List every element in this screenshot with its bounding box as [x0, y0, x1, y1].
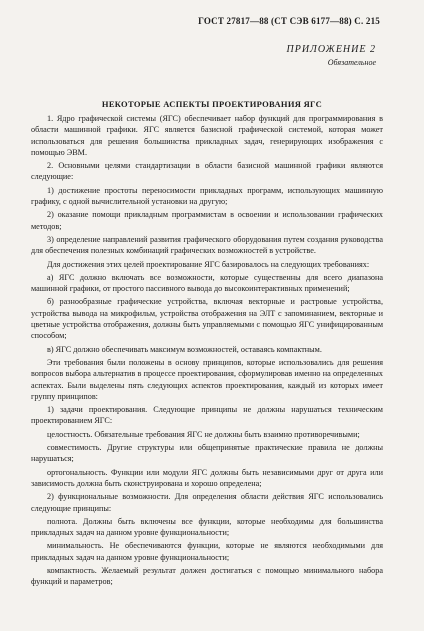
- list-item: б) разнообразные графические устройства, включая векторные и растровые устройства, устройства вывода на микрофильм, устройства отображения на ЭЛТ с запоминанием, векторные и цветные устройства отображения, должны быть управляемыми с помощью ЯГС унифицированным способом;: [31, 297, 383, 341]
- document-body: [31, 113, 383, 590]
- list-item: а) ЯГС должно включать все возможности, которые существенны для всего диапазона машинной графики, от простого пассивного вывода до высокоинтерактивных применений;: [31, 272, 383, 294]
- section-title: НЕКОТОРЫЕ АСПЕКТЫ ПРОЕКТИРОВАНИЯ ЯГС: [101, 99, 323, 109]
- principle-item: полнота. Должны быть включены все функции, которые необходимы для большинства прикладных задач на данном уровне функциональности;: [31, 516, 383, 538]
- appendix-status: Обязательное: [327, 58, 376, 67]
- paragraph: Для достижения этих целей проектирование ЯГС базировалось на следующих требованиях:: [47, 259, 370, 269]
- paragraph: 1. Ядро графической системы (ЯГС) обеспечивает набор функций для программирования в области машинной графики. ЯГС является базисной графической системой, которая может использоваться для решения большинства прикладных задач, генерирующих изображения с помощью ЭВМ.: [31, 114, 383, 157]
- principle-item: целостность. Обязательные требования ЯГС не должны быть взаимно противоречивыми;: [47, 429, 360, 439]
- principle-item: минимальность. Не обеспечиваются функции, которые не являются необходимыми для прикладных задач на данном уровне функциональности;: [31, 541, 383, 562]
- list-item: 2) оказание помощи прикладным программистам в освоении и использовании графических методов;: [31, 210, 383, 231]
- appendix-label: ПРИЛОЖЕНИЕ 2: [286, 44, 376, 55]
- list-item: 1) задачи проектирования. Следующие принципы не должны нарушаться техническим проектированием ЯГС:: [31, 405, 383, 426]
- standard-header: ГОСТ 27817—88 (СТ СЭВ 6177—88) С. 215: [198, 16, 380, 26]
- list-item: 3) определение направлений развития графического оборудования путем создания руководства для обеспечения полезных комбинаций графических возможностей в устройстве.: [31, 234, 383, 256]
- list-item: в) ЯГС должно обеспечивать максимум возможностей, оставаясь компактным.: [47, 344, 322, 354]
- list-item: 1) достижение простоты переносимости прикладных программ, использующих машинную графику, с одной вычислительной установки на другую;: [31, 185, 383, 207]
- principle-item: компактность. Желаемый результат должен достигаться с помощью минимального набора функций и параметров;: [31, 565, 383, 587]
- paragraph: 2. Основными целями стандартизации в области базисной машинной графики являются следующие:: [31, 161, 383, 182]
- list-item: 2) функциональные возможности. Для определения области действия ЯГС использовались следующие принципы:: [31, 492, 383, 513]
- principle-item: совместимость. Другие структуры или общепринятые практические правила не должны нарушаться;: [31, 443, 383, 464]
- paragraph: Эти требования были положены в основу принципов, которые использовались для решения вопросов выбора альтернатив в процессе проектирования, сформулировав именно на определенных аспектах. Были выделены пять следующих аспектов проектирования, каждый из которых имеет группу принципов:: [31, 357, 383, 401]
- principle-item: ортогональность. Функции или модули ЯГС должны быть независимыми друг от друга или зависимость должна быть сконструирована и хорошо определена;: [31, 467, 383, 488]
